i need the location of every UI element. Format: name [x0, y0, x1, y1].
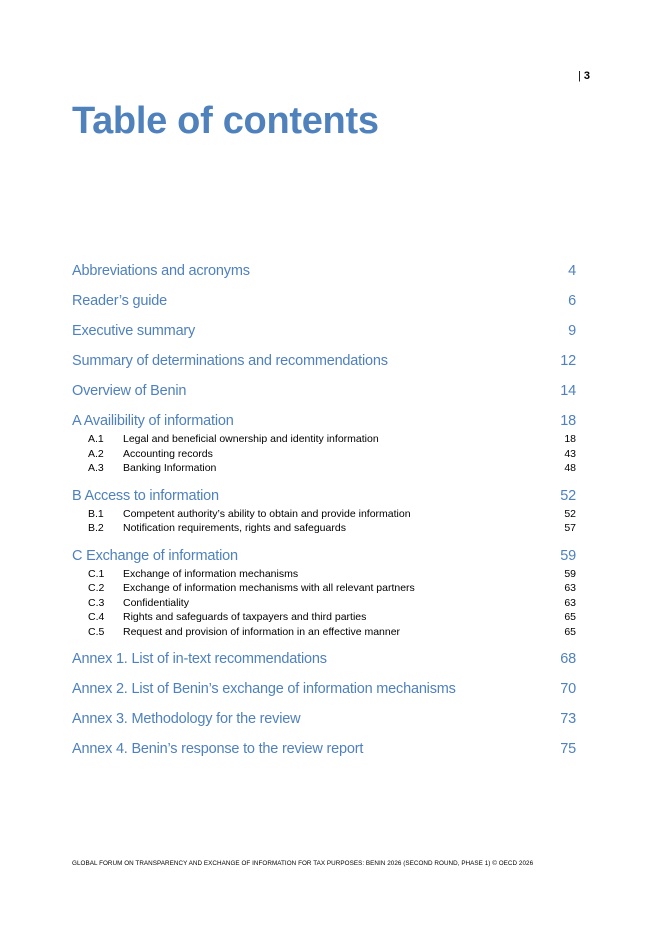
- toc-section-page[interactable]: 12: [560, 353, 576, 369]
- toc-section-link[interactable]: [72, 322, 576, 341]
- toc-subsection-number[interactable]: B.1: [88, 507, 104, 520]
- toc-subsection-link[interactable]: [72, 610, 576, 625]
- toc-section-link[interactable]: [72, 710, 576, 729]
- toc-entry: [72, 412, 576, 476]
- toc-subsection-number[interactable]: A.1: [88, 433, 104, 445]
- toc-entry: [72, 292, 576, 311]
- toc-entry: [72, 740, 576, 759]
- toc-section-page[interactable]: 6: [568, 293, 576, 309]
- toc-subsection-number[interactable]: C.1: [88, 567, 105, 580]
- page-number: [578, 70, 590, 82]
- toc-entry: [72, 650, 576, 669]
- toc-section-page[interactable]: 75: [560, 741, 576, 757]
- toc-subsection-title[interactable]: Legal and beneficial ownership and identity information: [123, 433, 379, 445]
- toc-entry: [72, 352, 576, 371]
- toc-subsection-link[interactable]: [72, 461, 576, 476]
- toc-section-title[interactable]: C Exchange of information: [72, 547, 238, 564]
- toc-subsection-page[interactable]: 43: [564, 447, 576, 460]
- toc-subsection-link[interactable]: [72, 521, 576, 536]
- toc-section-title[interactable]: Overview of Benin: [72, 383, 187, 399]
- toc-section-link[interactable]: [72, 740, 576, 759]
- toc-subsection-title[interactable]: Notification requirements, rights and safeguards: [123, 522, 346, 534]
- toc-subsection-title[interactable]: Accounting records: [123, 447, 213, 460]
- toc-subsection-list: [72, 567, 576, 640]
- toc-subsection-page[interactable]: 18: [564, 433, 576, 445]
- toc-section-title[interactable]: Summary of determinations and recommendations: [72, 353, 388, 369]
- toc-section-title[interactable]: Annex 3. Methodology for the review: [72, 711, 301, 727]
- toc-subsection-link[interactable]: [72, 567, 576, 582]
- toc-subsection-page[interactable]: 52: [564, 507, 576, 520]
- toc-section-title[interactable]: Abbreviations and acronyms: [72, 263, 250, 279]
- toc-subsection-title[interactable]: Confidentiality: [123, 596, 189, 609]
- toc-subsection-page[interactable]: 65: [564, 611, 576, 623]
- toc-entry: [72, 680, 576, 699]
- toc-subsection-title[interactable]: Rights and safeguards of taxpayers and third parties: [123, 611, 367, 623]
- toc-subsection-number[interactable]: C.4: [88, 611, 105, 623]
- toc-subsection-link[interactable]: [72, 596, 576, 611]
- toc-subsection-number[interactable]: C.2: [88, 582, 105, 594]
- page-footer: GLOBAL FORUM ON TRANSPARENCY AND EXCHANGE OF INFORMATION FOR TAX PURPOSES: BENIN 2026 (SECOND ROUND, PHASE 1) © OECD 2026: [72, 860, 534, 867]
- toc-subsection-link[interactable]: [72, 432, 576, 447]
- toc-section-title[interactable]: Annex 4. Benin’s response to the review report: [72, 741, 364, 757]
- toc-subsection-page[interactable]: 63: [564, 596, 576, 609]
- toc-entry: [72, 547, 576, 640]
- toc-section-title[interactable]: Reader’s guide: [72, 293, 168, 309]
- toc-subsection-list: [72, 507, 576, 536]
- toc-section-page[interactable]: 73: [560, 711, 576, 727]
- toc-subsection-page[interactable]: 65: [564, 625, 576, 638]
- toc-subsection-number[interactable]: C.3: [88, 596, 105, 609]
- toc-section-page[interactable]: 52: [560, 487, 576, 504]
- toc-section-title[interactable]: Executive summary: [72, 323, 196, 339]
- toc-subsection-title[interactable]: Request and provision of information in an effective manner: [123, 625, 401, 638]
- toc-section-link[interactable]: [72, 262, 576, 281]
- toc-subsection-number[interactable]: A.2: [88, 447, 104, 460]
- toc-section-link[interactable]: [72, 352, 576, 371]
- table-of-contents: [72, 262, 576, 770]
- toc-subsection-page[interactable]: 59: [564, 567, 576, 580]
- toc-subsection-link[interactable]: [72, 507, 576, 522]
- toc-section-page[interactable]: 68: [560, 651, 576, 667]
- toc-subsection-link[interactable]: [72, 581, 576, 596]
- toc-subsection-title[interactable]: Exchange of information mechanisms: [123, 567, 299, 580]
- toc-subsection-list: [72, 432, 576, 476]
- page-title: Table of contents: [72, 100, 379, 142]
- toc-subsection-number[interactable]: A.3: [88, 462, 104, 474]
- toc-subsection-page[interactable]: 63: [564, 582, 576, 594]
- toc-section-link[interactable]: [72, 487, 576, 506]
- toc-entry: [72, 487, 576, 536]
- toc-section-link[interactable]: [72, 412, 576, 431]
- toc-subsection-title[interactable]: Banking Information: [123, 462, 217, 474]
- toc-entry: [72, 322, 576, 341]
- toc-subsection-link[interactable]: [72, 447, 576, 462]
- toc-subsection-page[interactable]: 48: [564, 462, 576, 474]
- toc-section-link[interactable]: [72, 382, 576, 401]
- toc-section-link[interactable]: [72, 292, 576, 311]
- toc-section-page[interactable]: 70: [560, 681, 576, 697]
- toc-subsection-title[interactable]: Exchange of information mechanisms with all relevant partners: [123, 582, 415, 594]
- toc-section-page[interactable]: 4: [568, 263, 576, 279]
- toc-section-title[interactable]: Annex 1. List of in-text recommendations: [72, 651, 327, 667]
- toc-section-page[interactable]: 18: [560, 413, 576, 429]
- toc-section-link[interactable]: [72, 680, 576, 699]
- toc-section-page[interactable]: 9: [568, 323, 576, 339]
- toc-subsection-number[interactable]: C.5: [88, 625, 105, 638]
- toc-section-link[interactable]: [72, 547, 576, 566]
- toc-section-link[interactable]: [72, 650, 576, 669]
- toc-subsection-page[interactable]: 57: [564, 522, 576, 534]
- toc-subsection-link[interactable]: [72, 625, 576, 640]
- toc-subsection-title[interactable]: Competent authority’s ability to obtain and provide information: [123, 507, 411, 520]
- toc-section-title[interactable]: B Access to information: [72, 487, 219, 504]
- toc-entry: [72, 262, 576, 281]
- page-number-value: 3: [583, 70, 590, 82]
- toc-section-title[interactable]: Annex 2. List of Benin’s exchange of information mechanisms: [72, 681, 456, 697]
- toc-entry: [72, 710, 576, 729]
- toc-section-page[interactable]: 14: [560, 383, 576, 399]
- toc-subsection-number[interactable]: B.2: [88, 522, 104, 534]
- toc-entry: [72, 382, 576, 401]
- page-number-separator: |: [578, 70, 581, 82]
- toc-section-title[interactable]: A Availibility of information: [72, 413, 234, 429]
- toc-section-page[interactable]: 59: [560, 547, 576, 564]
